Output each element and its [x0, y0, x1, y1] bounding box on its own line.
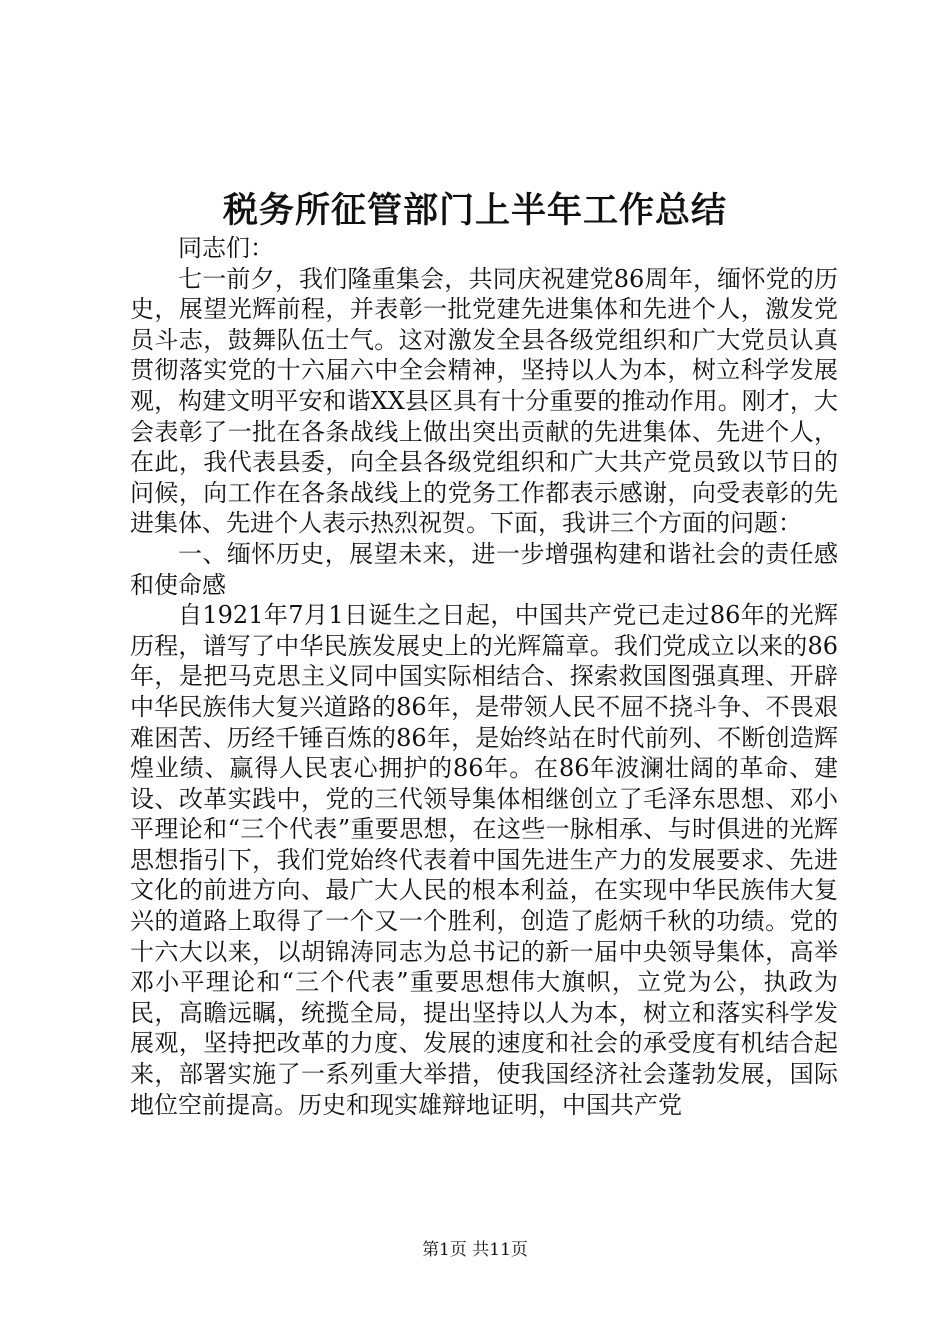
salutation-paragraph: 同志们： — [178, 234, 274, 262]
document-title: 税务所征管部门上半年工作总结 — [222, 190, 727, 231]
page-footer: 第1页 共11页 — [422, 1240, 528, 1260]
history-paragraph: 自1921年7月1日诞生之日起，中国共产党已走过86年的光辉历程，谱写了中华民族发展史上的光辉篇章。我们党成立以来的86年，是把马克思主义同中国实际相结合、探索救国图强真理、开辟中华民族伟大复兴道路的86年，是带领人民不屈不挠斗争、不畏艰难困苦、历经千锤百炼的86年，是始终站在时代前列、不断创造辉煌业绩、赢得人民衷心拥护的86年。在86年波澜壮阔的革命、建设、改革实践中，党的三代领导集体相继创立了毛泽东思想、邓小平理论和“三个代表”重要思想，在这些一脉相承、与时俱进的光辉思想指引下，我们党始终代表着中国先进生产力的发展要求、先进文化的前进方向、最广大人民的根本利益，在实现中华民族伟大复兴的道路上取得了一个又一个胜利，创造了彪炳千秋的功绩。党的十六大以来，以胡锦涛同志为总书记的新一届中央领导集体，高举邓小平理论和“三个代表”重要思想伟大旗帜，立党为公，执政为民，高瞻远瞩，统揽全局，提出坚持以人为本，树立和落实科学发展观，坚持把改革的力度、发展的速度和社会的承受度有机结合起来，部署实施了一系列重大举措，使我国经济社会蓬勃发展，国际地位空前提高。历史和现实雄辩地证明，中国共产党 — [130, 601, 838, 1119]
document-body — [130, 233, 838, 1120]
intro-paragraph: 七一前夕，我们隆重集会，共同庆祝建党86周年，缅怀党的历史，展望光辉前程，并表彰一批党建先进集体和先进个人，激发党员斗志，鼓舞队伍士气。这对激发全县各级党组织和广大党员认真贯彻落实党的十六届六中全会精神，坚持以人为本，树立科学发展观，构建文明平安和谐XX县区具有十分重要的推动作用。刚才，大会表彰了一批在各条战线上做出突出贡献的先进集体、先进个人，在此，我代表县委，向全县各级党组织和广大共产党员致以节日的问候，向工作在各条战线上的党务工作都表示感谢，向受表彰的先进集体、先进个人表示热烈祝贺。下面，我讲三个方面的问题： — [130, 264, 838, 538]
section-heading-paragraph: 一、缅怀历史，展望未来，进一步增强构建和谐社会的责任感和使命感 — [130, 539, 838, 599]
